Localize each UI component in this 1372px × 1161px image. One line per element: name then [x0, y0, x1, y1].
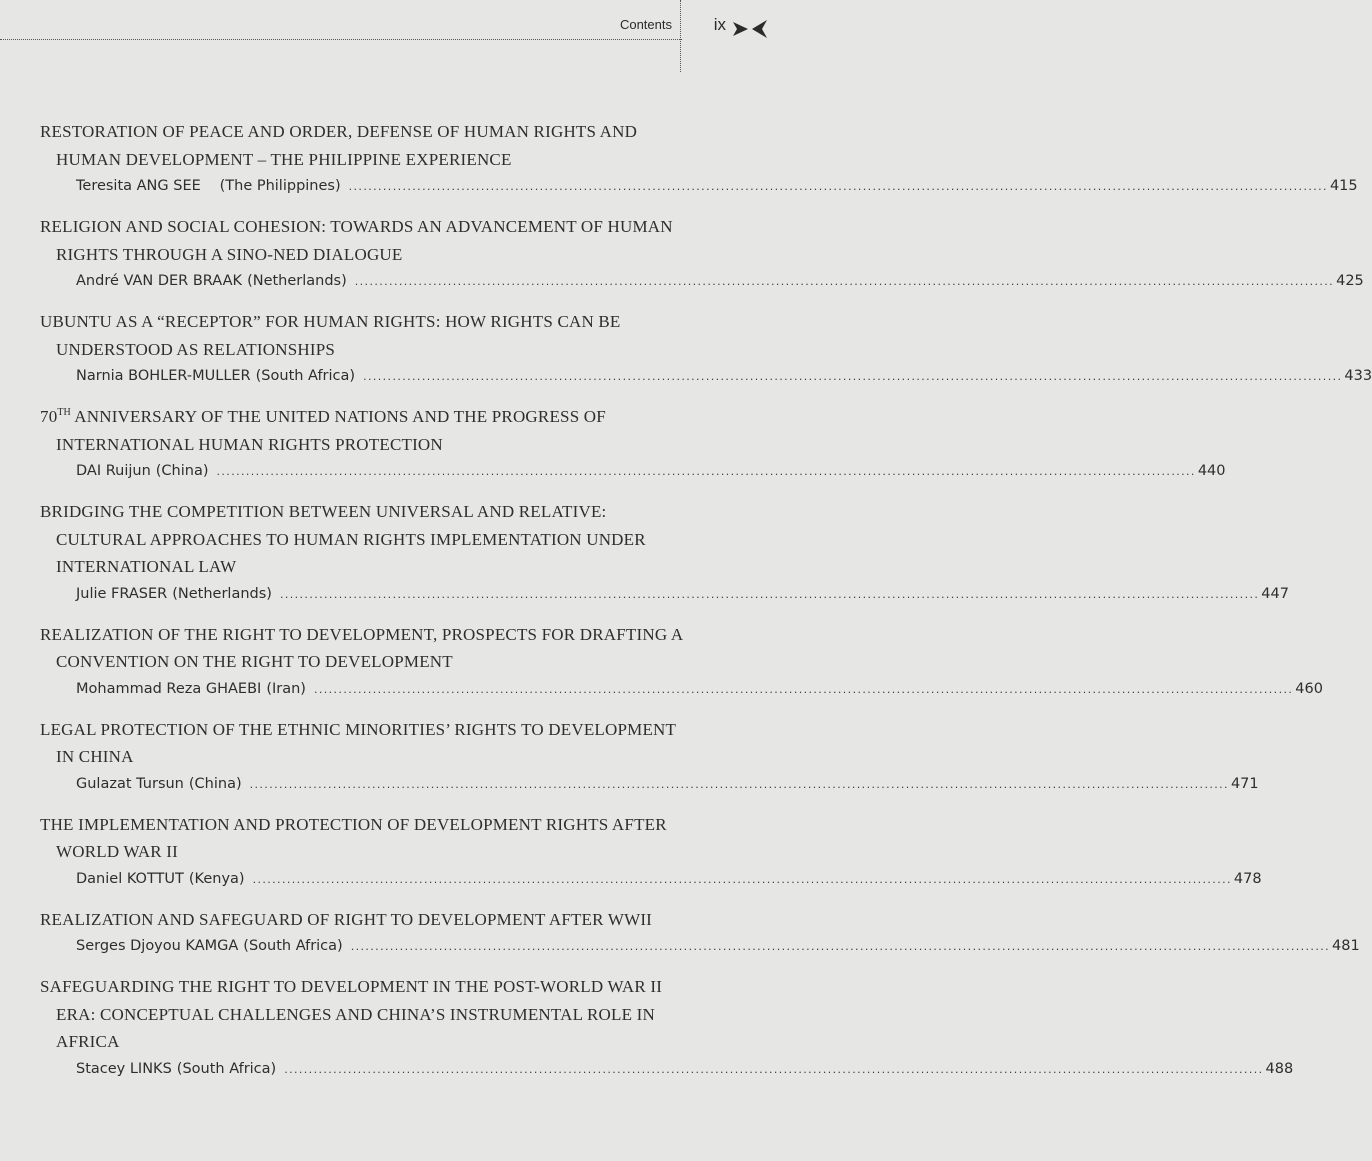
author-line	[76, 581, 1289, 608]
author-line	[76, 1056, 1294, 1083]
title-line: ANNIVERSARY OF THE UNITED NATIONS AND THE PROGRESS OF	[70, 407, 606, 426]
author-country: (Netherlands)	[247, 273, 347, 289]
title-line: LEGAL PROTECTION OF THE ETHNIC MINORITIES’ RIGHTS TO DEVELOPMENT	[40, 719, 677, 739]
dot-leader: ........................................................................................................................................................................................................	[252, 872, 1232, 886]
entry-title	[40, 621, 740, 676]
author-country: (China)	[155, 463, 209, 479]
author-name: Serges Djoyou KAMGA	[76, 938, 239, 954]
entry-page-number: 478	[1233, 870, 1262, 887]
dot-leader: ........................................................................................................................................................................................................	[354, 275, 1335, 288]
author-country: (South Africa)	[243, 938, 343, 954]
title-line: SAFEGUARDING THE RIGHT TO DEVELOPMENT IN THE POST-WORLD WAR II	[40, 977, 663, 996]
author-line	[76, 771, 1259, 798]
dot-leader: ........................................................................................................................................................................................................	[350, 940, 1331, 953]
title-line: ERA: CONCEPTUAL CHALLENGES AND CHINA’S INSTRUMENTAL ROLE IN	[56, 1004, 655, 1024]
toc-entry[interactable]	[40, 621, 1323, 703]
title-line: RESTORATION OF PEACE AND ORDER, DEFENSE OF HUMAN RIGHTS AND	[40, 122, 638, 141]
title-ordinal-number: 70	[40, 407, 58, 426]
dot-leader: ........................................................................................................................................................................................................	[313, 682, 1294, 696]
entry-title	[40, 308, 740, 363]
author-country: (Kenya)	[188, 870, 245, 887]
toc-entry[interactable]	[40, 973, 1294, 1083]
toc-entry[interactable]	[40, 213, 1364, 295]
entry-title	[40, 498, 740, 581]
title-line: INTERNATIONAL HUMAN RIGHTS PROTECTION	[56, 434, 443, 454]
author-spacer	[201, 173, 215, 200]
entry-page-number: 447	[1261, 585, 1289, 602]
author-line	[76, 676, 1323, 703]
dot-leader: ........................................................................................................................................................................................................	[249, 777, 1229, 791]
author-name: Julie FRASER	[76, 585, 168, 602]
title-line: BRIDGING THE COMPETITION BETWEEN UNIVERSAL AND RELATIVE:	[40, 502, 607, 521]
title-line: AFRICA	[56, 1032, 120, 1051]
author-line	[76, 458, 1226, 485]
dot-leader: ........................................................................................................................................................................................................	[363, 370, 1343, 383]
entry-page-number: 481	[1332, 938, 1360, 954]
toc-entry[interactable]	[40, 498, 1289, 608]
author-line	[76, 173, 1358, 200]
title-line: UBUNTU AS A “RECEPTOR” FOR HUMAN RIGHTS: HOW RIGHTS CAN BE	[40, 312, 621, 331]
toc-entry[interactable]	[40, 811, 1262, 893]
title-line: RIGHTS THROUGH A SINO-NED DIALOGUE	[56, 244, 403, 264]
toc-entry[interactable]	[40, 403, 1226, 485]
toc-entry[interactable]	[40, 716, 1259, 798]
title-line: UNDERSTOOD AS RELATIONSHIPS	[56, 339, 336, 359]
author-country: (South Africa)	[176, 1060, 277, 1077]
author-name: André VAN DER BRAAK	[76, 273, 243, 289]
title-line: RELIGION AND SOCIAL COHESION: TOWARDS AN ADVANCEMENT OF HUMAN	[40, 217, 673, 236]
entry-title	[40, 403, 740, 458]
header-divider	[680, 0, 681, 72]
entry-title	[40, 906, 740, 934]
toc-entry[interactable]	[40, 308, 1372, 390]
author-name: Teresita ANG SEE	[76, 178, 201, 194]
entry-page-number: 433	[1344, 368, 1372, 384]
entry-title	[40, 118, 740, 173]
page-number: ix	[713, 15, 726, 34]
entry-title	[40, 973, 740, 1056]
title-ordinal-suffix: TH	[57, 407, 71, 418]
author-name: Gulazat Tursun	[76, 775, 184, 792]
title-line: WORLD WAR II	[56, 842, 179, 861]
entry-page-number: 488	[1265, 1060, 1294, 1077]
author-line	[76, 268, 1364, 295]
author-country: (Iran)	[266, 680, 306, 697]
title-line: REALIZATION AND SAFEGUARD OF RIGHT TO DEVELOPMENT AFTER WWII	[40, 909, 653, 929]
title-line: CONVENTION ON THE RIGHT TO DEVELOPMENT	[56, 652, 453, 671]
entry-title	[40, 716, 740, 771]
title-line: HUMAN DEVELOPMENT – THE PHILIPPINE EXPERIENCE	[56, 149, 512, 169]
dot-leader: ........................................................................................................................................................................................................	[279, 587, 1260, 601]
author-country: (Netherlands)	[172, 585, 272, 602]
author-country: (The Philippines)	[219, 178, 341, 194]
author-name: Stacey LINKS	[76, 1060, 172, 1077]
header-rule	[0, 39, 682, 40]
title-line: THE IMPLEMENTATION AND PROTECTION OF DEVELOPMENT RIGHTS AFTER	[40, 814, 667, 834]
author-country: (China)	[188, 775, 242, 792]
title-line: INTERNATIONAL LAW	[56, 557, 237, 576]
dot-leader: ........................................................................................................................................................................................................	[348, 180, 1328, 193]
entry-page-number: 440	[1197, 463, 1226, 479]
author-line	[76, 363, 1372, 390]
entry-title	[40, 811, 740, 866]
entry-page-number: 460	[1295, 680, 1323, 697]
running-header-label: Contents	[619, 17, 672, 32]
title-line: IN CHINA	[56, 747, 134, 766]
entry-title	[40, 213, 740, 268]
author-line	[76, 866, 1262, 893]
author-name: Mohammad Reza GHAEBI	[76, 680, 262, 697]
author-name: DAI Ruijun	[76, 463, 151, 479]
author-name: Daniel KOTTUT	[76, 870, 184, 887]
entry-page-number: 471	[1230, 775, 1259, 792]
bow-tie-ornament-icon	[733, 20, 767, 38]
dot-leader: ........................................................................................................................................................................................................	[284, 1062, 1264, 1076]
author-country: (South Africa)	[255, 368, 356, 384]
author-name: Narnia BOHLER-MULLER	[76, 368, 251, 384]
title-line: REALIZATION OF THE RIGHT TO DEVELOPMENT, PROSPECTS FOR DRAFTING A	[40, 624, 684, 644]
author-line	[76, 933, 1360, 960]
table-of-contents	[40, 118, 1372, 1096]
entry-page-number: 425	[1336, 273, 1364, 289]
title-line: CULTURAL APPROACHES TO HUMAN RIGHTS IMPLEMENTATION UNDER	[56, 529, 646, 549]
toc-entry[interactable]	[40, 118, 1358, 200]
entry-page-number: 415	[1329, 178, 1358, 194]
toc-entry[interactable]	[40, 906, 1360, 961]
dot-leader: ........................................................................................................................................................................................................	[216, 465, 1196, 478]
